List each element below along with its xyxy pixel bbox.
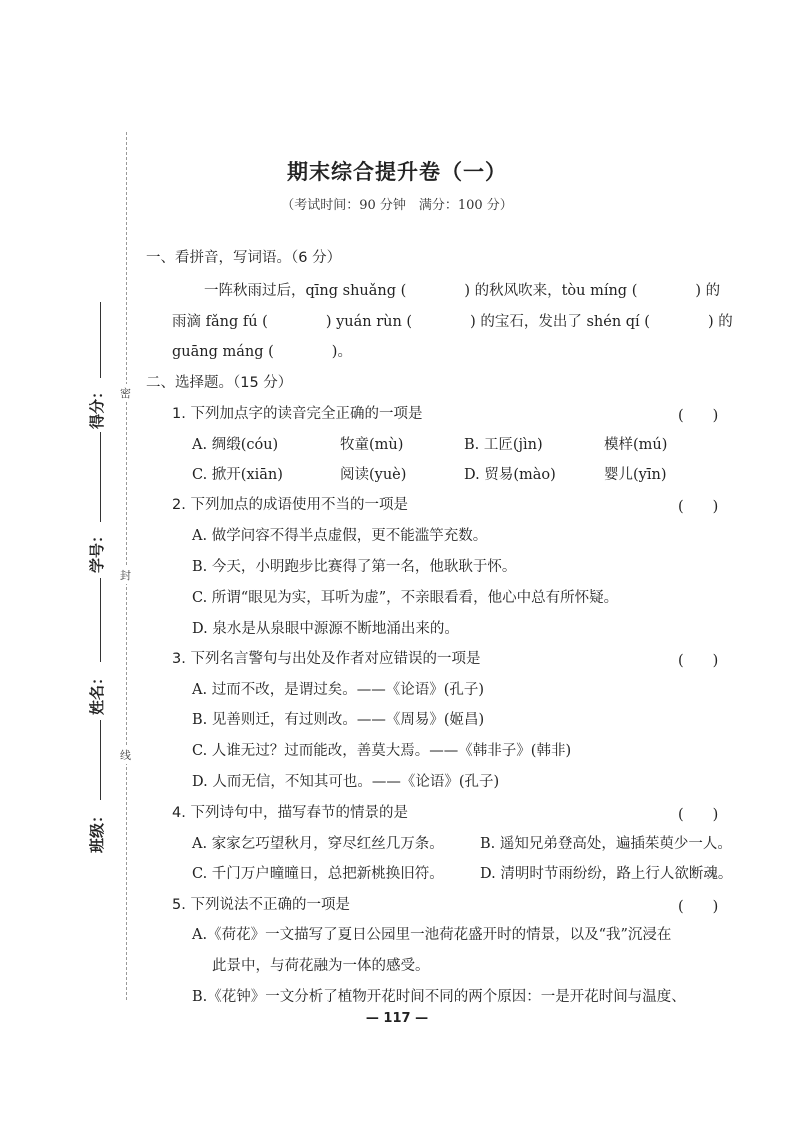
- q4-stem: 4. 下列诗句中，描写春节的情景的是: [172, 805, 408, 821]
- q1-option-b: B. 工匠(jìn): [464, 437, 543, 453]
- text-segment: ) 的: [707, 314, 733, 330]
- q2-stem: 2. 下列加点的成语使用不当的一项是: [172, 497, 408, 513]
- q3-stem: 3. 下列名言警句与出处及作者对应错误的一项是: [172, 651, 481, 667]
- text-segment: ) 的: [695, 283, 721, 299]
- text-segment: 雨滴 fǎng fú (: [172, 314, 268, 330]
- q1-option-d2: 婴儿(yīn): [604, 467, 667, 483]
- q1-option-b2: 模样(mú): [604, 437, 668, 453]
- q4-option-d: D. 清明时节雨纷纷，路上行人欲断魂。: [480, 866, 733, 882]
- q1-option-c2: 阅读(yuè): [340, 467, 407, 483]
- q2-option-c: C. 所谓“眼见为实，耳听为虚”，不亲眼看看，他心中总有所怀疑。: [192, 590, 619, 606]
- q1-option-c: C. 掀开(xiān): [192, 467, 283, 483]
- seal-char-xian: 线: [120, 746, 131, 764]
- q5-option-a-line1: A.《荷花》一文描写了夏日公园里一池荷花盛开时的情景，以及“我”沉浸在: [192, 927, 672, 943]
- name-field-line: [100, 578, 101, 662]
- seal-char-mi: 密: [120, 384, 131, 402]
- q3-answer-paren[interactable]: ( ): [678, 653, 719, 669]
- seal-char-feng: 封: [120, 566, 131, 584]
- page-number: — 117 —: [365, 1011, 429, 1026]
- q2-option-a: A. 做学问容不得半点虚假，更不能滥竽充数。: [192, 528, 488, 544]
- score-field-label: 得分：: [88, 383, 107, 430]
- q5-option-a-line2: 此景中，与荷花融为一体的感受。: [212, 958, 430, 974]
- q4-option-c: C. 千门万户曈曈日，总把新桃换旧符。: [192, 866, 444, 882]
- name-field-label: 姓名：: [88, 669, 107, 716]
- q1-stem: 1. 下列加点字的读音完全正确的一项是: [172, 406, 423, 422]
- q3-option-a: A. 过而不改，是谓过矣。——《论语》(孔子): [192, 682, 485, 698]
- class-field-label: 班级：: [88, 807, 107, 854]
- pinyin-line-2: [172, 312, 733, 332]
- q4-option-a: A. 家家乞巧望秋月，穿尽红丝几万条。: [192, 836, 444, 852]
- student-id-field-line: [100, 432, 101, 522]
- q1-answer-paren[interactable]: ( ): [678, 408, 719, 424]
- q2-option-d: D. 泉水是从泉眼中源源不断地涌出来的。: [192, 621, 459, 637]
- q5-answer-paren[interactable]: ( ): [678, 899, 719, 915]
- score-field-line: [100, 302, 101, 378]
- text-segment: )。: [331, 344, 352, 360]
- q1-option-a: A. 绸缎(cóu): [192, 437, 279, 453]
- section1-heading: 一、看拼音，写词语。（6 分）: [146, 250, 342, 266]
- text-segment: ) yuán rùn (: [325, 314, 413, 330]
- q3-option-c: C. 人谁无过？过而能改，善莫大焉。——《韩非子》(韩非): [192, 743, 572, 759]
- pinyin-line-3: [172, 342, 352, 362]
- q5-stem: 5. 下列说法不正确的一项是: [172, 897, 350, 913]
- q4-option-b: B. 遥知兄弟登高处，遍插茱萸少一人。: [480, 836, 732, 852]
- q5-option-b-line1: B.《花钟》一文分析了植物开花时间不同的两个原因：一是开花时间与温度、: [192, 989, 686, 1005]
- text-segment: ) 的秋风吹来，tòu míng (: [464, 283, 638, 299]
- pinyin-line-1: [204, 281, 720, 301]
- section2-heading: 二、选择题。（15 分）: [146, 375, 293, 391]
- student-id-field-label: 学号：: [88, 527, 107, 574]
- q4-answer-paren[interactable]: ( ): [678, 807, 719, 823]
- class-field-line: [100, 720, 101, 800]
- q2-answer-paren[interactable]: ( ): [678, 499, 719, 515]
- q3-option-d: D. 人而无信，不知其可也。——《论语》(孔子): [192, 774, 500, 790]
- text-segment: 一阵秋雨过后，qīng shuǎng (: [204, 283, 407, 299]
- text-segment: ) 的宝石，发出了 shén qí (: [470, 314, 650, 330]
- text-segment: guāng máng (: [172, 344, 274, 360]
- q2-option-b: B. 今天，小明跑步比赛得了第一名，他耿耿于怀。: [192, 559, 517, 575]
- q1-option-a2: 牧童(mù): [340, 437, 404, 453]
- q1-option-d: D. 贸易(mào): [464, 467, 556, 483]
- page-title: 期末综合提升卷（一）: [287, 160, 507, 184]
- exam-info: （考试时间：90 分钟 满分：100 分）: [281, 198, 513, 213]
- q3-option-b: B. 见善则迁，有过则改。——《周易》(姬昌): [192, 712, 485, 728]
